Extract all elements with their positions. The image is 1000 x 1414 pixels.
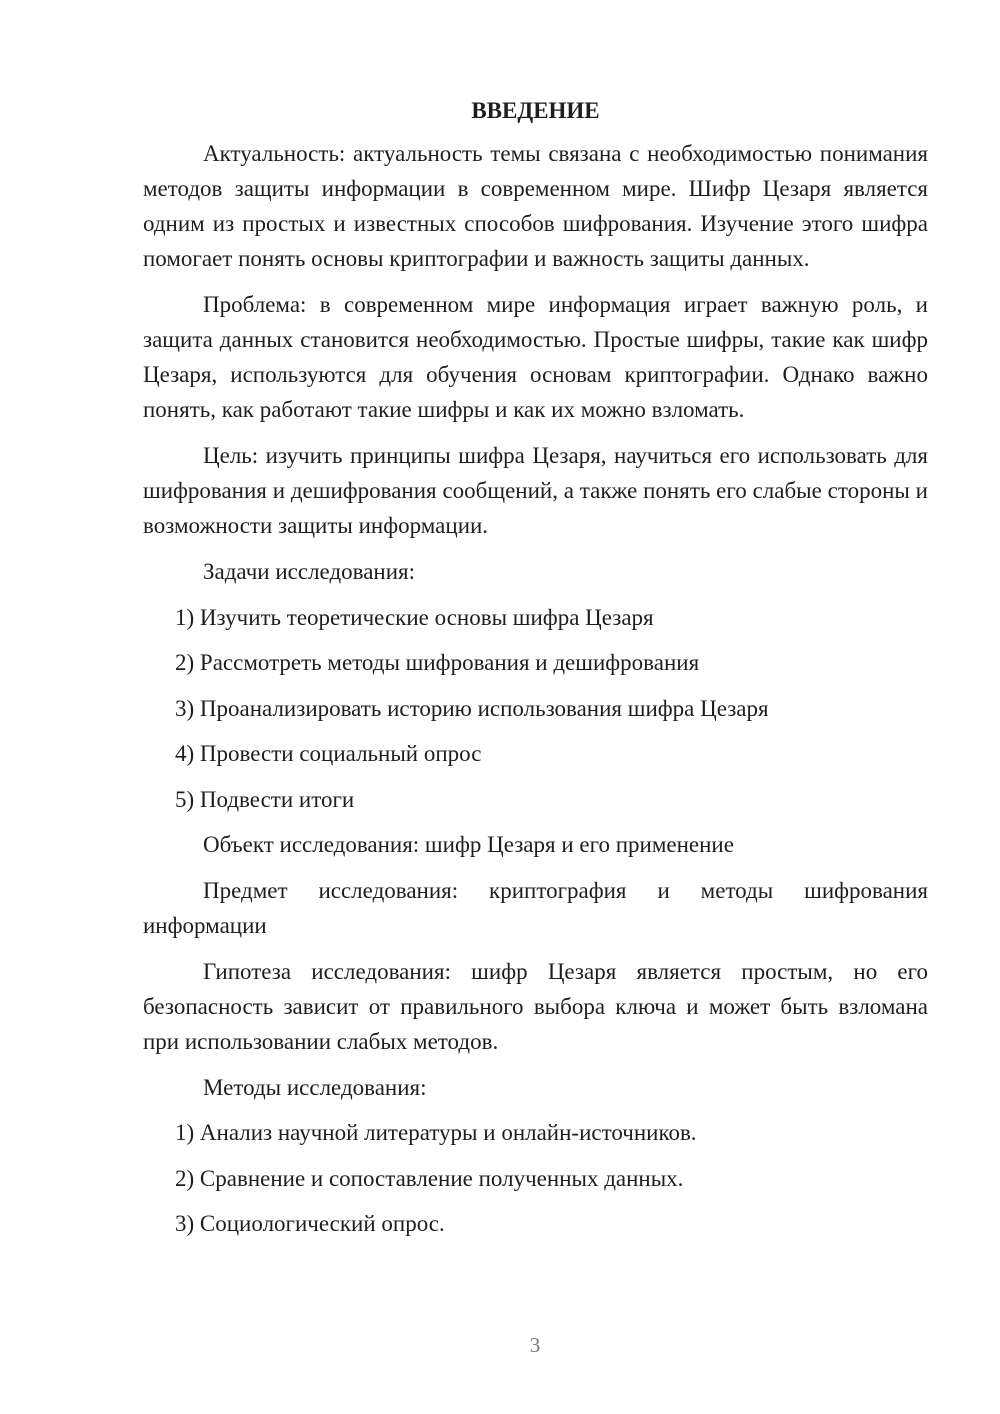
subject-paragraph: Предмет исследования: криптография и методы шифрования информации — [143, 877, 928, 938]
object-line: Объект исследования: шифр Цезаря и его применение — [203, 832, 734, 857]
task-item: 3) Проанализировать историю использования шифра Цезаря — [175, 695, 769, 721]
hypothesis-paragraph: Гипотеза исследования: шифр Цезаря является простым, но его безопасность зависит от правильного выбора ключа и может быть взломана при использовании слабых методов. — [143, 958, 928, 1054]
task-item: 2) Рассмотреть методы шифрования и дешифрования — [175, 650, 700, 675]
tasks-title: Задачи исследования: — [203, 559, 416, 584]
page-number: 3 — [529, 1333, 541, 1357]
goal-paragraph: Цель: изучить принципы шифра Цезаря, научиться его использовать для шифрования и дешифрования сообщений, а также понять его слабые стороны и возможности защиты информации. — [143, 443, 928, 538]
task-item: 1) Изучить теоретические основы шифра Цезаря — [175, 604, 654, 630]
method-item: 2) Сравнение и сопоставление полученных данных. — [175, 1165, 684, 1191]
problem-paragraph: Проблема: в современном мире информация играет важную роль, и защита данных становится необходимостью. Простые шифры, такие как шифр Цезаря, используются для обучения основам криптографии. Однако важно понять, как работают такие шифры и как их можно взломать. — [143, 292, 928, 422]
methods-title: Методы исследования: — [203, 1074, 427, 1100]
task-item: 5) Подвести итоги — [175, 786, 355, 812]
document-page — [143, 94, 928, 1252]
method-item: 1) Анализ научной литературы и онлайн-источников. — [175, 1120, 697, 1145]
task-item: 4) Провести социальный опрос — [175, 741, 482, 766]
relevance-paragraph: Актуальность: актуальность темы связана с необходимостью понимания методов защиты информации в современном мире. Шифр Цезаря является одним из простых и известных способов шифрования. Изучение этого шифра помогает понять основы криптографии и важность защиты данных. — [143, 141, 928, 271]
method-item: 3) Социологический опрос. — [175, 1211, 445, 1236]
section-heading: ВВЕДЕНИЕ — [471, 98, 600, 123]
